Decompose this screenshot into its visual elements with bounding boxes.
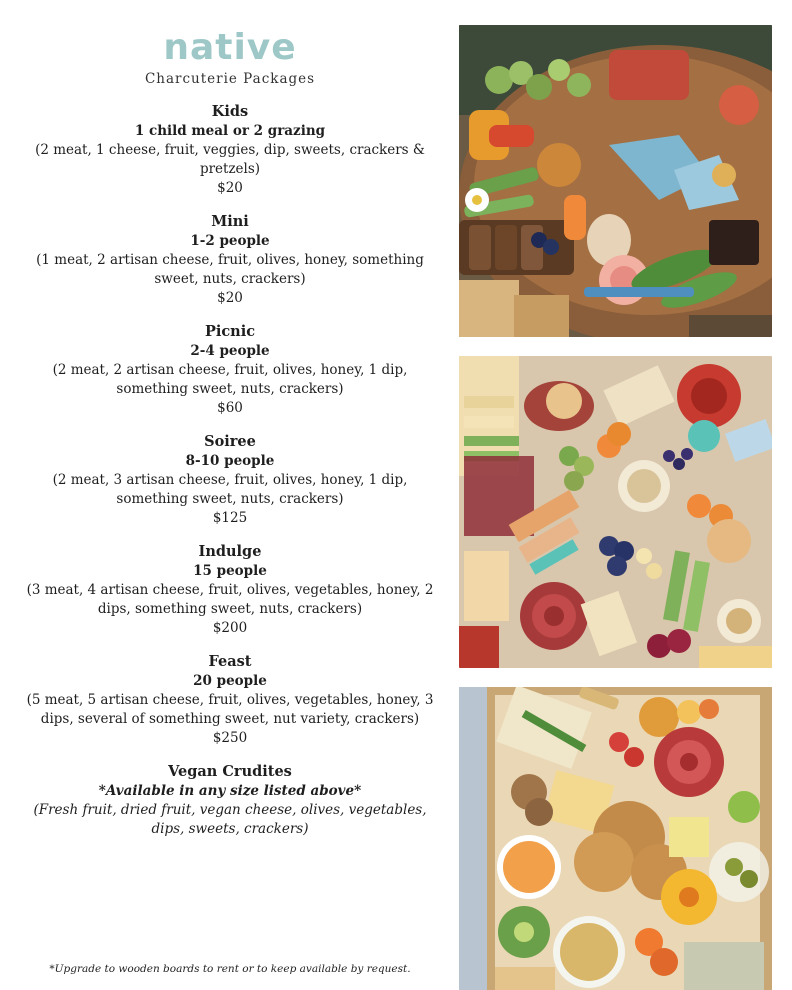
- package-name: Soiree: [204, 433, 256, 450]
- package-mini: [20, 212, 440, 308]
- package-size: 2-4 people: [190, 343, 270, 359]
- charcuterie-board-photo-1: [459, 25, 772, 337]
- package-description: (2 meat, 1 cheese, fruit, veggies, dip, sweets, crackers & pretzels): [35, 142, 425, 177]
- package-kids: [20, 102, 440, 198]
- package-description: (3 meat, 4 artisan cheese, fruit, olives, vegetables, honey, 2 dips, something sweet, nuts, crackers): [26, 582, 434, 617]
- package-size: 8-10 people: [185, 453, 275, 469]
- brand-logo-text: native: [163, 27, 297, 68]
- package-price: $250: [212, 730, 248, 746]
- page-subtitle: Charcuterie Packages: [144, 71, 316, 87]
- package-description: (2 meat, 3 artisan cheese, fruit, olives, honey, 1 dip, something sweet, nuts, crackers): [52, 472, 408, 507]
- charcuterie-box-photo-3: [459, 687, 772, 990]
- footnote: *Upgrade to wooden boards to rent or to keep available by request.: [49, 963, 411, 975]
- package-description: (2 meat, 2 artisan cheese, fruit, olives, honey, 1 dip, something sweet, nuts, crackers): [52, 362, 408, 397]
- package-price: $125: [212, 510, 248, 526]
- package-name: Indulge: [198, 543, 262, 560]
- package-size: 1 child meal or 2 grazing: [134, 123, 326, 139]
- menu-column: [20, 28, 440, 839]
- package-picnic: [20, 322, 440, 418]
- package-price: $200: [212, 620, 248, 636]
- package-indulge: [20, 542, 440, 638]
- package-name: Feast: [208, 653, 252, 670]
- package-size: 15 people: [193, 563, 267, 579]
- package-name: Picnic: [204, 323, 256, 340]
- package-price: $60: [217, 400, 243, 416]
- package-vegan-crudites: [20, 762, 440, 839]
- package-size: 20 people: [193, 673, 267, 689]
- package-price: $20: [217, 180, 243, 196]
- package-availability: *Available in any size listed above*: [98, 783, 362, 799]
- package-description: (1 meat, 2 artisan cheese, fruit, olives, honey, something sweet, nuts, crackers): [36, 252, 424, 287]
- package-feast: [20, 652, 440, 748]
- package-size: 1-2 people: [190, 233, 270, 249]
- package-name: Kids: [211, 103, 249, 120]
- package-price: $20: [217, 290, 243, 306]
- package-description: (Fresh fruit, dried fruit, vegan cheese, olives, vegetables, dips, sweets, crackers): [33, 802, 427, 837]
- charcuterie-board-photo-2: [459, 356, 772, 668]
- package-name: Vegan Crudites: [168, 763, 292, 780]
- package-description: (5 meat, 5 artisan cheese, fruit, olives, vegetables, honey, 3 dips, several of something sweet, nut variety, crackers): [26, 692, 434, 727]
- package-soiree: [20, 432, 440, 528]
- package-name: Mini: [211, 213, 249, 230]
